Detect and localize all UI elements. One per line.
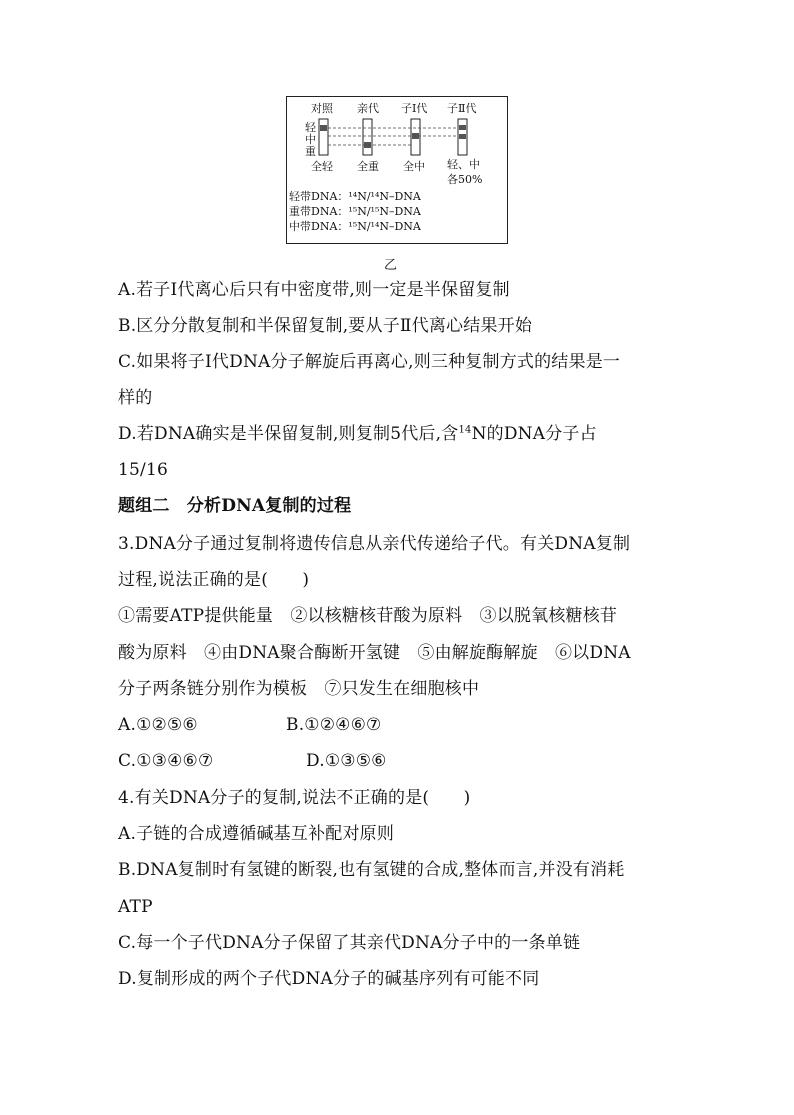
option-d-text-end: N的DNA分子占	[471, 424, 597, 444]
legend-line: 轻带DNA：¹⁴N/¹⁴N–DNA	[289, 190, 421, 203]
col-label: 子Ⅱ代	[447, 102, 477, 115]
q3-stem: 3.DNA分子通过复制将遗传信息从亲代传递给子代。有关DNA复制	[118, 534, 631, 554]
row-label: 中	[305, 133, 316, 146]
option-d	[118, 423, 597, 445]
option-b: B.区分分散复制和半保留复制,要从子Ⅱ代离心结果开始	[118, 316, 533, 336]
section-title: 题组二 分析DNA复制的过程	[118, 496, 352, 516]
band-light	[320, 125, 327, 131]
centrifuge-figure	[286, 96, 508, 244]
result-label: 全轻	[311, 160, 333, 173]
q4-option-c: C.每一个子代DNA分子保留了其亲代DNA分子中的一条单链	[118, 933, 581, 953]
row-label: 重	[305, 145, 316, 158]
q4-stem: 4.有关DNA分子的复制,说法不正确的是( )	[118, 788, 471, 808]
q4-option-a: A.子链的合成遵循碱基互补配对原则	[118, 824, 395, 844]
col-label: 对照	[311, 102, 333, 115]
result-label: 轻、中	[447, 158, 480, 171]
q3-option-c: C.①③④⑥⑦	[118, 751, 214, 771]
band-light-f2	[459, 125, 466, 130]
q3-option-a: A.①②⑤⑥	[118, 715, 198, 735]
legend-line: 重带DNA：¹⁵N/¹⁵N–DNA	[289, 205, 421, 218]
tube-parent	[363, 119, 372, 155]
q4-option-b-cont: ATP	[118, 897, 153, 917]
option-d-text: D.若DNA确实是半保留复制,则复制5代后,含	[118, 424, 459, 444]
q3-items-cont: 分子两条链分别作为模板 ⑦只发生在细胞核中	[118, 679, 480, 699]
result-label: 全中	[403, 160, 425, 173]
q3-option-b: B.①②④⑥⑦	[286, 715, 382, 735]
q4-option-d: D.复制形成的两个子代DNA分子的碱基序列有可能不同	[118, 969, 540, 989]
result-label: 全重	[357, 160, 379, 173]
option-a: A.若子Ⅰ代离心后只有中密度带,则一定是半保留复制	[118, 280, 510, 300]
option-c: C.如果将子Ⅰ代DNA分子解旋后再离心,则三种复制方式的结果是一	[118, 352, 621, 372]
col-label: 亲代	[357, 102, 379, 115]
q3-items: ①需要ATP提供能量 ②以核糖核苷酸为原料 ③以脱氧核糖核苷	[118, 606, 618, 626]
q3-stem-cont: 过程,说法正确的是( )	[118, 570, 310, 590]
option-c-cont: 样的	[118, 388, 153, 408]
q3-option-d: D.①③⑤⑥	[306, 751, 387, 771]
band-middle-f2	[459, 134, 466, 139]
q4-option-b: B.DNA复制时有氢键的断裂,也有氢键的合成,整体而言,并没有消耗	[118, 860, 625, 880]
tube-control	[319, 119, 328, 155]
isotope-superscript: 14	[458, 424, 472, 436]
result-label: 各50%	[447, 173, 483, 186]
figure-caption: 乙	[384, 258, 398, 273]
q3-items-cont: 酸为原料 ④由DNA聚合酶断开氢键 ⑤由解旋酶解旋 ⑥以DNA	[118, 643, 631, 663]
row-label: 轻	[305, 121, 316, 134]
col-label: 子Ⅰ代	[401, 102, 428, 115]
option-d-cont: 15/16	[118, 460, 168, 480]
legend-line: 中带DNA：¹⁵N/¹⁴N–DNA	[289, 220, 421, 233]
